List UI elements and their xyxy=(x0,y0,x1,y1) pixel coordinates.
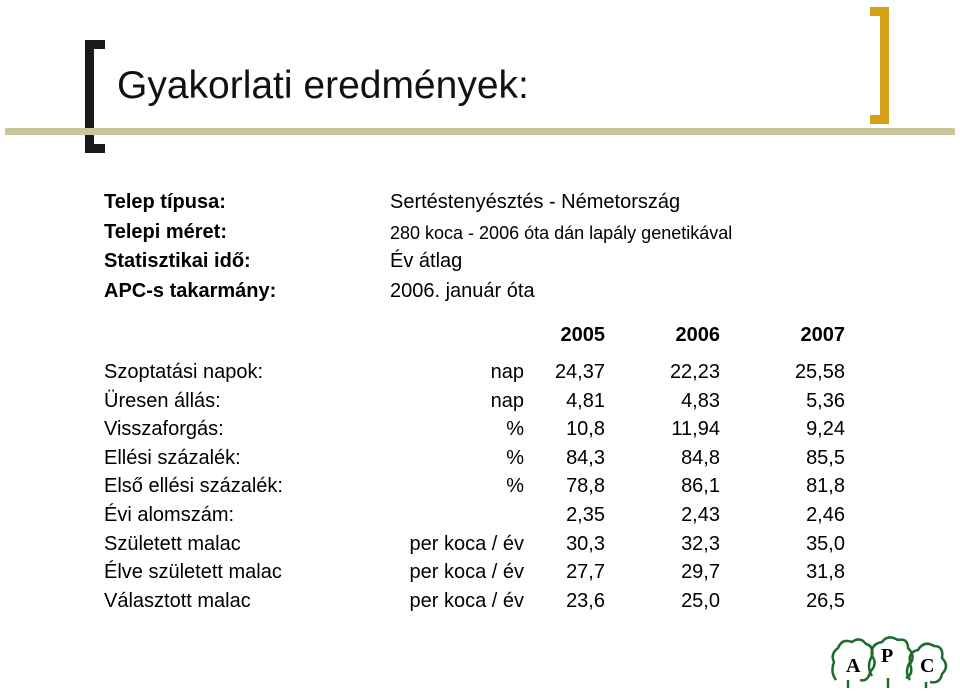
info-label: APC-s takarmány: xyxy=(104,280,277,302)
row-label: Üresen állás: xyxy=(104,389,221,412)
table-row xyxy=(104,390,864,418)
info-label: Telep típusa: xyxy=(104,191,226,213)
info-value: 280 koca - 2006 óta dán lapály genetikával xyxy=(390,223,733,243)
row-value-2006: 84,8 xyxy=(681,446,720,469)
right-bracket-decoration xyxy=(870,7,889,124)
row-unit: per koca / év xyxy=(409,532,524,555)
logo-letter-c: C xyxy=(920,655,935,677)
row-value-2006: 22,23 xyxy=(669,361,720,383)
row-value-2005: 84,3 xyxy=(566,446,605,469)
info-row-stat-time xyxy=(104,250,864,278)
row-label: Visszaforgás: xyxy=(104,418,224,441)
left-bracket-decoration xyxy=(85,40,105,153)
info-label: Statisztikai idő: xyxy=(104,250,251,272)
row-value-2007: 25,58 xyxy=(794,361,845,383)
row-label: Szoptatási napok: xyxy=(104,361,263,383)
info-value: Sertéstenyésztés - Németország xyxy=(390,191,681,213)
info-value: 2006. január óta xyxy=(390,280,535,302)
row-label: Választott malac xyxy=(104,589,251,612)
logo-letter-p: P xyxy=(881,645,894,667)
row-value-2006: 11,94 xyxy=(671,418,720,441)
row-value-2005: 10,8 xyxy=(566,418,605,441)
row-value-2007: 31,8 xyxy=(806,561,845,584)
row-label: Első ellési százalék: xyxy=(104,475,283,498)
row-value-2005: 27,7 xyxy=(566,561,605,584)
apc-logo xyxy=(826,632,956,692)
row-label: Évi alomszám: xyxy=(104,504,235,526)
row-value-2007: 5,36 xyxy=(806,389,845,412)
info-row-size xyxy=(104,221,864,249)
title-divider xyxy=(5,128,955,135)
table-row xyxy=(104,533,864,561)
row-value-2006: 29,7 xyxy=(681,561,720,584)
table-row xyxy=(104,361,864,389)
row-value-2006: 86,1 xyxy=(681,475,720,498)
row-unit: per koca / év xyxy=(409,561,524,584)
row-label: Ellési százalék: xyxy=(104,446,241,469)
row-value-2005: 4,81 xyxy=(566,389,605,412)
info-label: Telepi méret: xyxy=(104,221,227,243)
row-value-2005: 2,35 xyxy=(566,504,605,526)
row-unit: % xyxy=(506,418,524,441)
row-value-2005: 78,8 xyxy=(566,475,605,498)
row-unit: % xyxy=(506,446,524,469)
info-row-feed xyxy=(104,280,864,308)
row-value-2006: 25,0 xyxy=(681,589,720,612)
row-value-2007: 2,46 xyxy=(806,504,845,526)
row-value-2006: 2,43 xyxy=(681,504,720,526)
row-unit: per koca / év xyxy=(409,589,524,612)
table-row xyxy=(104,561,864,589)
table-row xyxy=(104,418,864,446)
row-value-2007: 85,5 xyxy=(806,446,845,469)
logo-letter-a: A xyxy=(846,655,861,677)
year-header-2006: 2006 xyxy=(675,324,720,346)
row-value-2007: 9,24 xyxy=(806,418,845,441)
row-value-2007: 81,8 xyxy=(806,475,845,498)
row-unit: nap xyxy=(490,389,524,412)
row-unit: nap xyxy=(490,361,524,383)
year-header-2005: 2005 xyxy=(560,324,605,346)
row-value-2006: 32,3 xyxy=(681,532,720,555)
row-value-2005: 30,3 xyxy=(566,532,605,555)
row-unit: % xyxy=(506,475,524,498)
table-row xyxy=(104,447,864,475)
row-value-2005: 23,6 xyxy=(566,589,605,612)
info-value: Év átlag xyxy=(390,250,463,272)
row-label: Élve született malac xyxy=(104,561,282,584)
table-row xyxy=(104,475,864,503)
info-row-type xyxy=(104,191,864,219)
row-value-2007: 26,5 xyxy=(806,589,845,612)
page-title: Gyakorlati eredmények: xyxy=(117,64,529,107)
row-value-2007: 35,0 xyxy=(806,532,845,555)
row-value-2005: 24,37 xyxy=(554,361,605,383)
table-row xyxy=(104,590,864,618)
year-header-2007: 2007 xyxy=(800,324,845,346)
row-label: Született malac xyxy=(104,532,241,555)
row-value-2006: 4,83 xyxy=(681,389,720,412)
table-row xyxy=(104,504,864,532)
